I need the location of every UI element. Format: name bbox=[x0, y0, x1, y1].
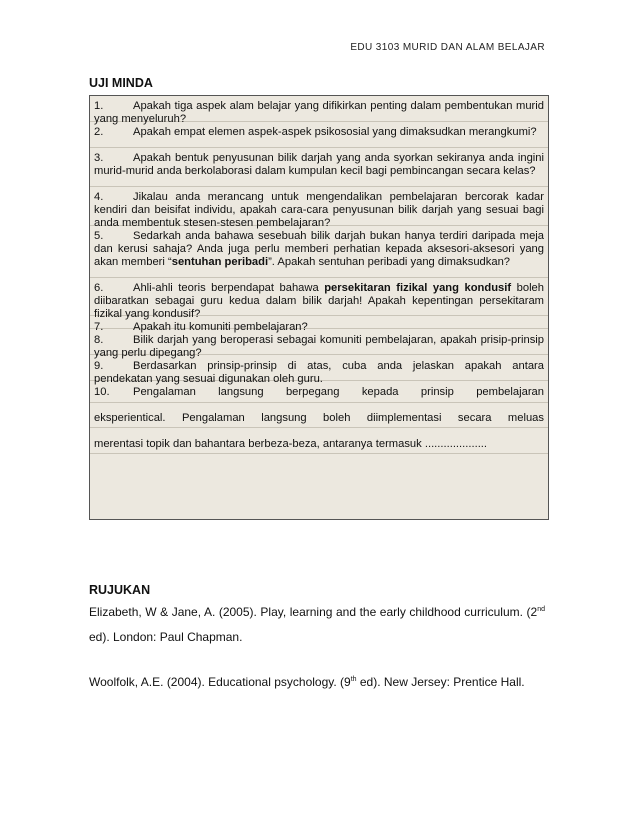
question-number: 3. bbox=[94, 152, 104, 164]
reference-text: ed). New Jersey: Prentice Hall. bbox=[356, 675, 525, 689]
question-10-line-1 bbox=[94, 386, 544, 399]
reference-text: Woolfolk, A.E. (2004). Educational psychology. (9 bbox=[89, 675, 351, 689]
question-text: ”. Apakah sentuhan peribadi yang dimaksudkan? bbox=[268, 255, 511, 268]
running-header: EDU 3103 MURID DAN ALAM BELAJAR bbox=[350, 42, 545, 53]
question-text: Bilik darjah yang beroperasi sebagai komuniti pembelajaran, apakah prisip-prinsip yang perlu dipegang? bbox=[94, 334, 544, 359]
question-1 bbox=[94, 100, 544, 126]
question-text: Sedarkah anda bahawa sesebuah bilik darjah bukan hanya terdiri daripada meja dan kerusi sahaja? Anda juga perlu memberi perhatian kepada aksesori-aksesori yang akan memberi “ bbox=[94, 230, 544, 268]
reference-superscript: th bbox=[350, 676, 357, 683]
question-bold-phrase: persekitaran fizikal yang kondusif bbox=[324, 282, 512, 294]
question-number: 9. bbox=[94, 360, 104, 372]
question-number: 7. bbox=[94, 321, 104, 333]
question-text: Apakah itu komuniti pembelajaran? bbox=[133, 321, 308, 333]
question-6 bbox=[94, 282, 544, 321]
question-number: 1. bbox=[94, 100, 104, 112]
uji-minda-box bbox=[89, 95, 549, 520]
question-3 bbox=[94, 152, 544, 178]
reference-superscript: nd bbox=[537, 606, 545, 613]
uji-minda-title: UJI MINDA bbox=[89, 76, 153, 90]
question-text: Berdasarkan prinsip-prinsip di atas, cuba anda jelaskan apakah antara pendekatan yang sesuai digunakan oleh guru. bbox=[94, 360, 544, 385]
question-text: Apakah bentuk penyusunan bilik darjah yang anda syorkan sekiranya anda ingini murid-murid anda berkolaborasi dalam kumpulan kecil bagi pembincangan secara kelas? bbox=[94, 152, 544, 177]
question-number: 6. bbox=[94, 282, 104, 294]
question-text: Pengalaman langsung berpegang kepada prinsip pembelajaran bbox=[133, 386, 544, 398]
question-2 bbox=[94, 126, 544, 139]
question-text: boleh diibaratkan sebagai guru kedua dalam bilik darjah! Apakah kepentingan persekitaram fizikal yang kondusif? bbox=[94, 282, 544, 320]
question-number: 5. bbox=[94, 230, 104, 242]
rujukan-title: RUJUKAN bbox=[89, 583, 151, 597]
reference-text: Elizabeth, W & Jane, A. (2005). Play, learning and the early childhood curriculum. (2 bbox=[89, 605, 538, 619]
question-number: 2. bbox=[94, 126, 104, 138]
question-10-line-3: merentasi topik dan bahantara berbeza-beza, antaranya termasuk .................... bbox=[94, 438, 488, 450]
reference-2 bbox=[89, 670, 545, 695]
question-10-line-2: eksperientical. Pengalaman langsung boleh diimplementasi secara meluas bbox=[94, 412, 544, 424]
question-text: Apakah empat elemen aspek-aspek psikososial yang dimaksudkan merangkumi? bbox=[133, 126, 537, 138]
reference-text: ed). London: Paul Chapman. bbox=[89, 630, 243, 644]
question-8 bbox=[94, 334, 544, 360]
question-5 bbox=[94, 230, 544, 269]
question-7 bbox=[94, 321, 544, 334]
question-number: 4. bbox=[94, 191, 104, 203]
question-text: Apakah tiga aspek alam belajar yang difikirkan penting dalam pembentukan murid yang menyeluruh? bbox=[94, 100, 544, 125]
question-4 bbox=[94, 191, 544, 230]
question-9 bbox=[94, 360, 544, 386]
reference-1 bbox=[89, 600, 545, 650]
question-number: 10. bbox=[94, 386, 110, 398]
question-text: Jikalau anda merancang untuk mengendalikan pembelajaran bercorak kadar kendiri dan beisifat individu, apakah cara-cara penyusunan bilik darjah yang sesuai bagi anda membentuk stesen-stesen pembelajaran? bbox=[94, 191, 544, 229]
question-number: 8. bbox=[94, 334, 104, 346]
question-bold-phrase: sentuhan peribadi bbox=[171, 255, 269, 268]
question-text: Ahli-ahli teoris berpendapat bahawa bbox=[133, 282, 325, 294]
